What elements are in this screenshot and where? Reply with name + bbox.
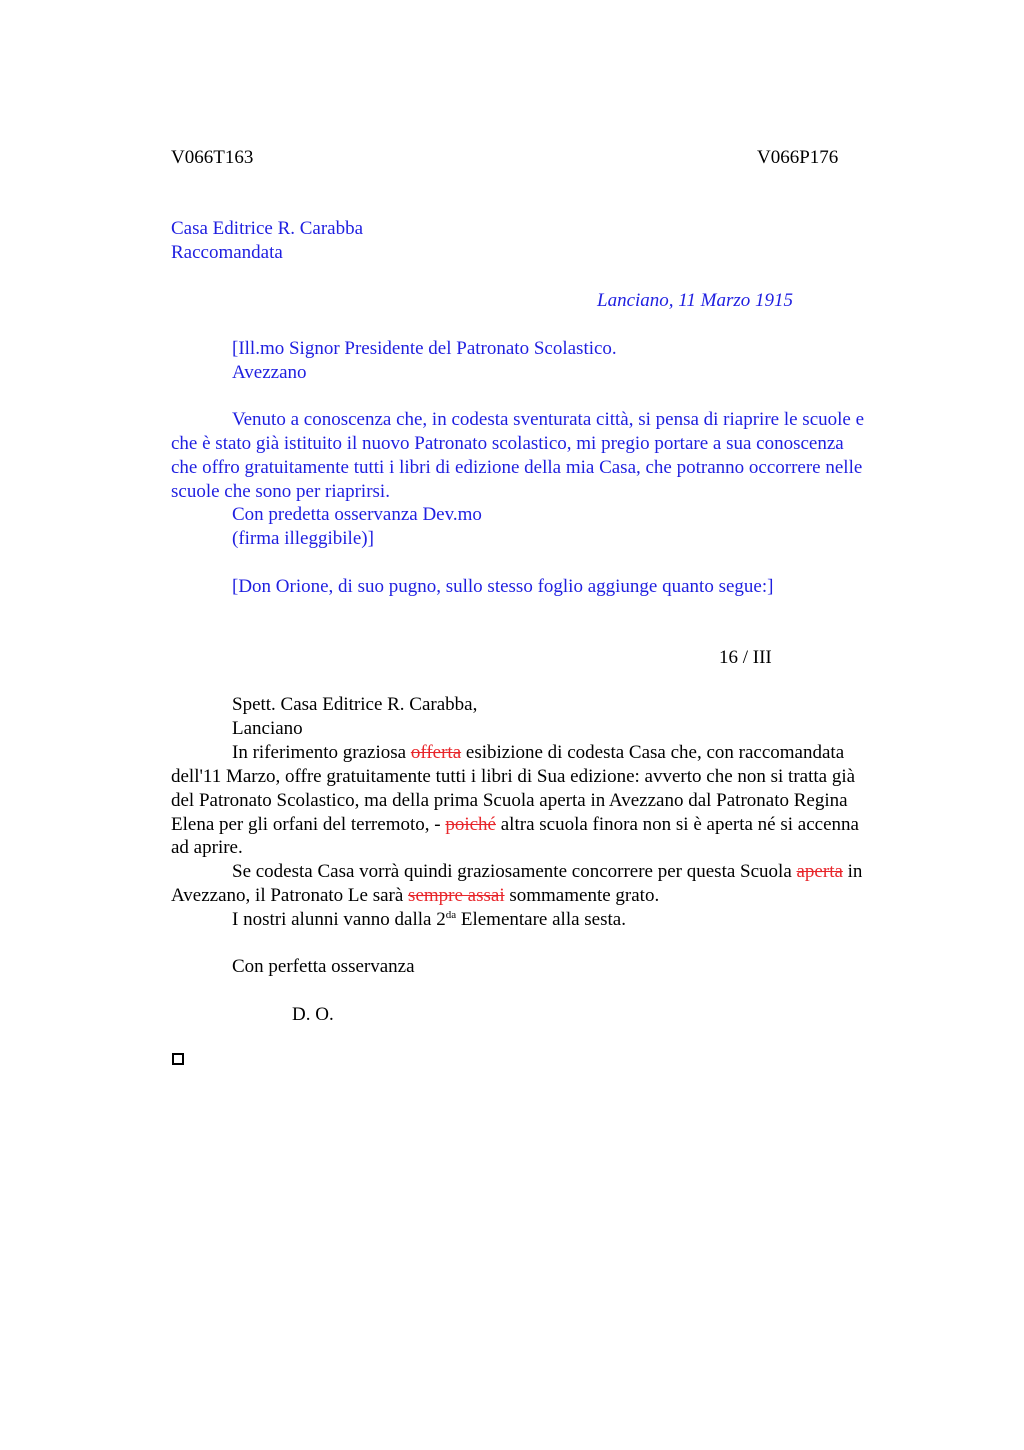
text-segment: sommamente grato.: [504, 885, 660, 906]
letter1-body-line: che offro gratuitamente tutti i libri di edizione della mia Casa, che potranno occorrere nelle: [171, 457, 863, 478]
end-marker-box: [172, 1053, 184, 1065]
letter1-closing: Con predetta osservanza Dev.mo: [232, 504, 482, 525]
address-line-2: Avezzano: [232, 362, 307, 383]
recipient-line-1: Spett. Casa Editrice R. Carabba,: [232, 694, 478, 715]
sender-name: Casa Editrice R. Carabba: [171, 218, 364, 239]
text-segment: I nostri alunni vanno dalla 2: [232, 909, 446, 930]
letter1-body-line: scuole che sono per riaprirsi.: [171, 481, 390, 502]
letter2-body-line: [232, 860, 862, 884]
superscript: da: [445, 909, 457, 921]
text-segment: esibizione di codesta Casa che, con raccomandata: [461, 742, 845, 763]
letter2-body-line: ad aprire.: [171, 837, 243, 858]
mail-type: Raccomandata: [171, 242, 283, 263]
editor-note: [Don Orione, di suo pugno, sullo stesso foglio aggiunge quanto segue:]: [232, 576, 774, 597]
letter2-body-line: [171, 884, 659, 908]
letter2-body-line: [232, 741, 844, 765]
text-segment: Se codesta Casa vorrà quindi graziosamente concorrere per questa Scuola: [232, 861, 797, 882]
text-segment: Elena per gli orfani del terremoto, -: [171, 814, 446, 835]
text-segment: Elementare alla sesta.: [456, 909, 626, 930]
recipient-line-2: Lanciano: [232, 718, 303, 739]
letter2-signature: D. O.: [292, 1004, 334, 1025]
letter1-signature: (firma illeggibile)]: [232, 528, 374, 549]
letter2-body-line: del Patronato Scolastico, ma della prima Scuola aperta in Avezzano dal Patronato Regina: [171, 790, 848, 811]
address-line-1: [Ill.mo Signor Presidente del Patronato Scolastico.: [232, 338, 617, 359]
letter1-body-line: che è stato già istituito il nuovo Patronato scolastico, mi pregio portare a sua conoscenza: [171, 433, 844, 454]
text-segment: In riferimento graziosa: [232, 742, 411, 763]
letter2-date: 16 / III: [719, 647, 772, 668]
text-segment: Avezzano, il Patronato Le sarà: [171, 885, 409, 906]
letter2-body-line: [232, 908, 626, 932]
document-code-right: V066P176: [757, 147, 839, 168]
deleted-word: aperta: [796, 861, 843, 882]
deleted-word: offerta: [410, 742, 462, 763]
letter2-closing: Con perfetta osservanza: [232, 956, 415, 977]
place-date: Lanciano, 11 Marzo 1915: [597, 290, 793, 311]
letter2-body-line: dell'11 Marzo, offre gratuitamente tutti i libri di Sua edizione: avverto che non si tratta già: [171, 766, 856, 787]
document-code-left: V066T163: [171, 147, 254, 168]
letter2-body-line: [171, 813, 859, 837]
text-segment: in: [842, 861, 863, 882]
deleted-word: poiché: [445, 814, 496, 835]
deleted-word: sempre assai: [408, 885, 505, 906]
text-segment: altra scuola finora non si è aperta né si accenna: [496, 814, 859, 835]
letter1-body-line: Venuto a conoscenza che, in codesta sventurata città, si pensa di riaprire le scuole e: [232, 409, 865, 430]
